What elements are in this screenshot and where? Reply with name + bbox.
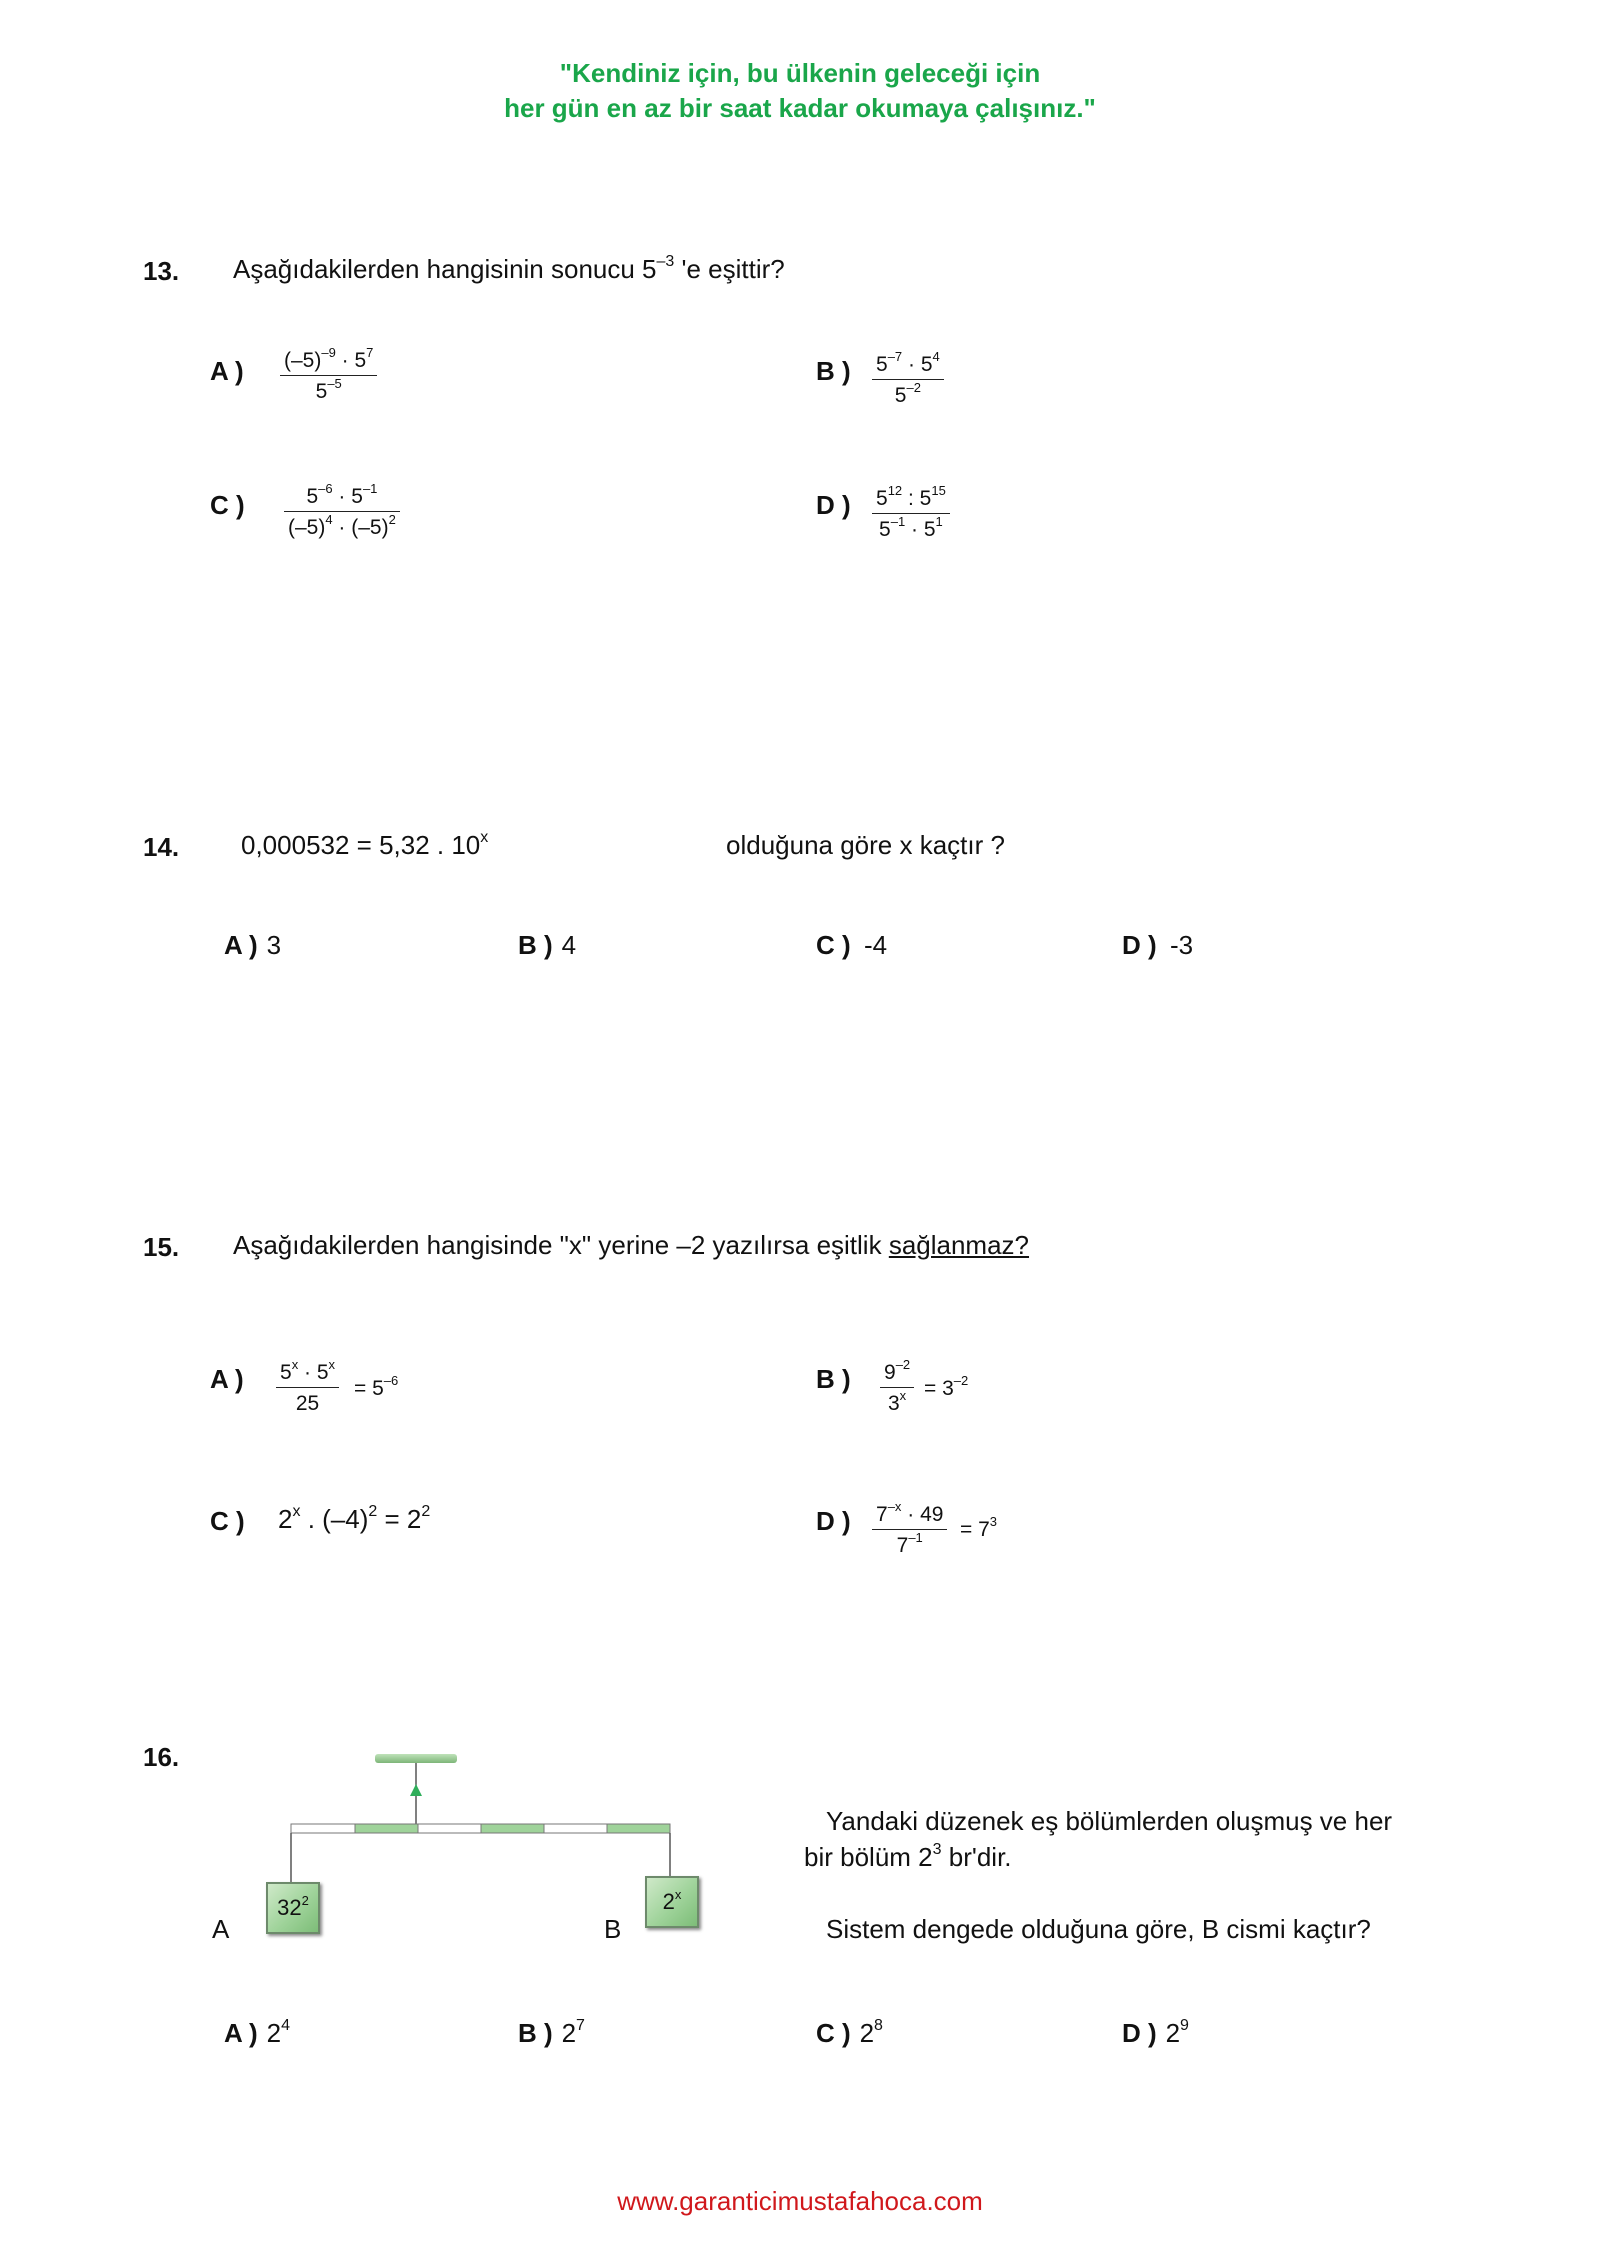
q15-option-a-rhs: = $5^{-6}$	[354, 1373, 399, 1400]
q15-option-c-expression[interactable]: 2$^x$ . $(-4)^2 = 2^2$	[278, 1503, 431, 1534]
ceiling-hanger	[375, 1754, 457, 1763]
weight-box-a: $32^2$	[266, 1882, 320, 1934]
q16-option-c[interactable]: C ) $2^8$	[816, 2017, 883, 2048]
arrow-up-icon	[410, 1784, 422, 1796]
q15-option-c-label[interactable]: C )	[210, 1506, 245, 1536]
footer-url[interactable]: www.garanticimustafahoca.com	[617, 2186, 983, 2216]
q16-description-2: bir bölüm $2^3$ br'dir.	[804, 1841, 1012, 1872]
q14-question: olduğuna göre x kaçtır ?	[726, 830, 1005, 860]
q13-option-c-fraction[interactable]: $5^{-6} \cdot 5^{-1}$ $(-5)^4 \cdot (-5)^2$	[284, 486, 400, 538]
q15-option-d-fraction[interactable]: $7^{-x} \cdot 49$ $7^{-1}$	[872, 1504, 947, 1556]
q16-option-b[interactable]: B ) $2^7$	[518, 2017, 585, 2048]
q13-option-d-label[interactable]: D )	[816, 490, 851, 520]
q14-number: 14.	[143, 832, 180, 862]
q15-text: Aşağıdakilerden hangisinde "x" yerine –2 yazılırsa eşitlik sağlanmaz?	[233, 1230, 1030, 1260]
q15-option-a-label[interactable]: A )	[210, 1364, 244, 1394]
q15-option-d-rhs: = $7^3$	[960, 1514, 998, 1541]
q14-option-a[interactable]: A ) 3	[224, 930, 282, 960]
q16-description-1: Yandaki düzenek eş bölümlerden oluşmuş ve her	[826, 1806, 1393, 1836]
q16-option-d[interactable]: D ) $2^9$	[1122, 2017, 1189, 2048]
weight-box-b: 2$^x$	[645, 1876, 699, 1928]
q15-number: 15.	[143, 1232, 180, 1262]
motto-line-1: "Kendiniz için, bu ülkenin geleceği için	[559, 58, 1041, 88]
q15-option-b-fraction[interactable]: $9^{-2}$ 3$^x$	[880, 1362, 914, 1414]
q14-option-d[interactable]: D ) -3	[1122, 930, 1194, 960]
q13-option-b-label[interactable]: B )	[816, 356, 851, 386]
balance-beam	[291, 1824, 670, 1833]
label-a: A	[212, 1914, 230, 1944]
q14-expression: 0,000532 = 5,32 . 10$^x$	[241, 829, 489, 860]
q14-option-c[interactable]: C ) -4	[816, 930, 888, 960]
label-b: B	[604, 1914, 622, 1944]
q13-option-a-fraction[interactable]: $(-5)^{-9} \cdot 5^7$ $5^{-5}$	[280, 350, 377, 402]
motto-line-2: her gün en az bir saat kadar okumaya çalışınız."	[504, 93, 1096, 123]
balance-diagram	[280, 1740, 700, 1920]
q13-text: Aşağıdakilerden hangisinin sonucu $5^{-3}$ 'e eşittir?	[233, 253, 785, 284]
q13-option-d-fraction[interactable]: $5^{12}$ : $5^{15}$ $5^{-1} \cdot 5^1$	[872, 488, 950, 540]
q16-description-3: Sistem dengede olduğuna göre, B cismi kaçtır?	[826, 1914, 1371, 1944]
q16-number: 16.	[143, 1742, 180, 1772]
q13-number: 13.	[143, 256, 180, 286]
q15-option-d-label[interactable]: D )	[816, 1506, 851, 1536]
q15-option-a-fraction[interactable]: $5^x \cdot 5^x$ 25	[276, 1362, 339, 1414]
q16-option-a[interactable]: A ) $2^4$	[224, 2017, 290, 2048]
q13-option-b-fraction[interactable]: $5^{-7} \cdot 5^4$ $5^{-2}$	[872, 354, 944, 406]
q15-option-b-rhs: = $3^{-2}$	[924, 1373, 969, 1400]
q14-option-b[interactable]: B ) 4	[518, 930, 577, 960]
q15-option-b-label[interactable]: B )	[816, 1364, 851, 1394]
q13-option-a-label[interactable]: A )	[210, 356, 244, 386]
q13-option-c-label[interactable]: C )	[210, 490, 245, 520]
